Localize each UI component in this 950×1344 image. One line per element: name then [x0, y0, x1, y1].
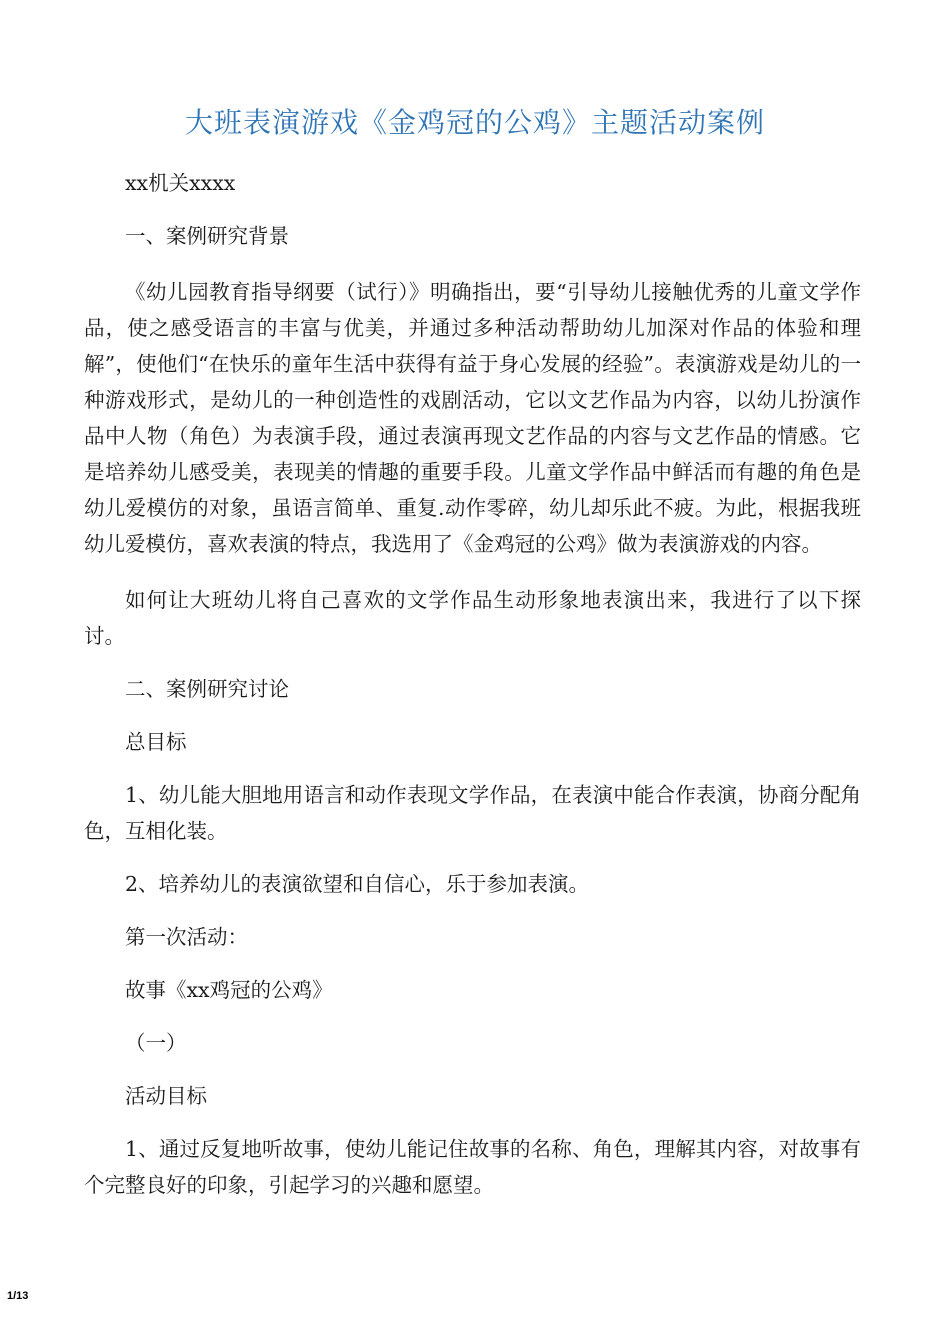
- goal-heading: 总目标: [125, 730, 187, 754]
- page-number: 1/13: [7, 1290, 29, 1302]
- activity-goal-item-1: 1、通过反复地听故事，使幼儿能记住故事的名称、角色，理解其内容，对故事有个完整良好的印象，引起学习的兴趣和愿望。: [84, 1137, 861, 1197]
- paragraph-exploration: 如何让大班幼儿将自己喜欢的文学作品生动形象地表演出来，我进行了以下探讨。: [84, 588, 861, 648]
- document-title: 大班表演游戏《金鸡冠的公鸡》主题活动案例: [184, 106, 765, 139]
- story-title: 故事《xx鸡冠的公鸡》: [125, 978, 333, 1002]
- section-heading-discussion: 二、案例研究讨论: [125, 677, 289, 701]
- activity-goal-heading: 活动目标: [125, 1084, 207, 1108]
- goal-item-1: 1、幼儿能大胆地用语言和动作表现文学作品，在表演中能合作表演，协商分配角色，互相化装。: [84, 783, 861, 843]
- document-body: [84, 165, 861, 1203]
- part-label: （一）: [125, 1031, 187, 1055]
- author-line: xx机关xxxx: [125, 171, 236, 195]
- paragraph-background: 《幼儿园教育指导纲要（试行）》明确指出，要“引导幼儿接触优秀的儿童文学作品，使之感受语言的丰富与优美，并通过多种活动帮助幼儿加深对作品的体验和理解”，使他们“在快乐的童年生活中获得有益于身心发展的经验”。表演游戏是幼儿的一种游戏形式，是幼儿的一种创造性的戏剧活动，它以文艺作品为内容，以幼儿扮演作品中人物（角色）为表演手段，通过表演再现文艺作品的内容与文艺作品的情感。它是培养幼儿感受美，表现美的情趣的重要手段。儿童文学作品中鲜活而有趣的角色是幼儿爱模仿的对象，虽语言简单、重复.动作零碎，幼儿却乐此不疲。为此，根据我班幼儿爱模仿，喜欢表演的特点，我选用了《金鸡冠的公鸡》做为表演游戏的内容。: [84, 280, 861, 556]
- goal-item-2: 2、培养幼儿的表演欲望和自信心，乐于参加表演。: [125, 872, 590, 896]
- section-heading-background: 一、案例研究背景: [125, 224, 289, 248]
- activity-heading: 第一次活动：: [125, 925, 248, 949]
